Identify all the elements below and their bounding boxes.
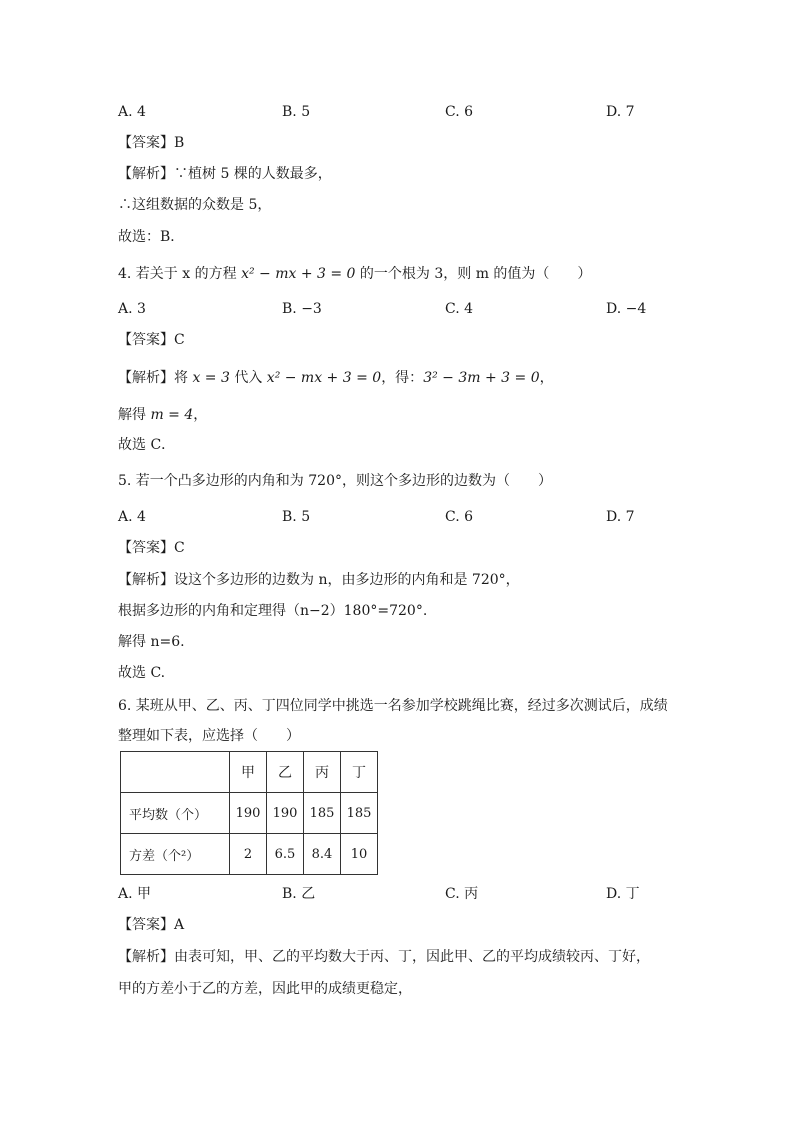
q4-analysis-eq-2: x² − mx + 3 = 0 — [266, 370, 382, 386]
table-cell: 190 — [267, 793, 304, 834]
table-cell: 185 — [341, 793, 378, 834]
q6-analysis-label: 【解析】 — [118, 949, 174, 965]
table-cell: 190 — [230, 793, 267, 834]
q4-analysis-line-2 — [118, 405, 207, 425]
q5-analysis-line-2: 根据多边形的内角和定理得（n−2）180°=720°. — [118, 603, 428, 619]
q4-analysis-line-3: 故选 C． — [118, 437, 176, 453]
q5-option-a: A. 4 — [118, 509, 146, 525]
q5-analysis-line-4: 故选 C. — [118, 665, 166, 681]
q4-analysis-line-1 — [118, 368, 554, 388]
q3-options — [0, 102, 794, 122]
q5-options — [0, 507, 794, 527]
table-row-mean — [121, 793, 378, 834]
table-cell: 6.5 — [267, 834, 304, 875]
q4-answer: 【答案】C — [118, 332, 185, 348]
q5-analysis-text-1: 设这个多边形的边数为 n，由多边形的内角和是 720°， — [174, 572, 520, 588]
q4-option-c: C. 4 — [445, 301, 474, 317]
q6-option-b: B. 乙 — [282, 886, 316, 902]
q4-analysis-pre: 将 — [174, 370, 193, 386]
q3-option-c: C. 6 — [445, 104, 474, 120]
q4-question — [118, 264, 591, 284]
q4-question-equation: x² − mx + 3 = 0 — [241, 266, 356, 282]
q5-option-b: B. 5 — [282, 509, 311, 525]
q4-analysis-post: ， — [539, 370, 554, 386]
q3-analysis-line-3: 故选：B． — [118, 229, 185, 245]
q3-analysis-text-1: ∵植树 5 棵的人数最多， — [174, 166, 332, 182]
q5-question: 5. 若一个凸多边形的内角和为 720°，则这个多边形的边数为（ ） — [118, 473, 552, 489]
table-cell: 2 — [230, 834, 267, 875]
q5-analysis-line-3: 解得 n=6. — [118, 634, 185, 650]
q4-question-post: 的一个根为 3，则 m 的值为（ ） — [355, 266, 592, 282]
q6-analysis-line-1 — [118, 947, 650, 967]
q6-option-d: D. 丁 — [606, 886, 640, 902]
q6-option-c: C. 丙 — [445, 886, 479, 902]
q4-question-pre: 4. 若关于 x 的方程 — [118, 266, 242, 282]
q5-option-c: C. 6 — [445, 509, 474, 525]
table-row-label-variance: 方差（个²） — [121, 834, 230, 875]
q3-option-a: A. 4 — [118, 104, 146, 120]
q4-option-a: A. 3 — [118, 301, 146, 317]
table-corner-cell — [121, 752, 230, 793]
q5-option-d: D. 7 — [606, 509, 635, 525]
q6-answer: 【答案】A — [118, 917, 185, 933]
q6-question-line-2: 整理如下表，应选择（ ） — [118, 728, 300, 744]
q3-option-b: B. 5 — [282, 104, 311, 120]
q6-question-line-1: 6. 某班从甲、乙、丙、丁四位同学中挑选一名参加学校跳绳比赛，经过多次测试后，成绩 — [118, 698, 668, 714]
table-header-bing: 丙 — [304, 752, 341, 793]
q5-analysis-label: 【解析】 — [118, 572, 174, 588]
q4-analysis-2-eq: m = 4 — [150, 407, 194, 423]
q6-option-a: A. 甲 — [118, 886, 152, 902]
q4-analysis-label: 【解析】 — [118, 370, 174, 386]
table-cell: 8.4 — [304, 834, 341, 875]
q4-option-d: D. −4 — [606, 301, 647, 317]
table-cell: 185 — [304, 793, 341, 834]
q4-options — [0, 299, 794, 319]
q3-analysis-line-2: ∴这组数据的众数是 5， — [118, 197, 272, 213]
q4-analysis-mid-2: ，得： — [381, 370, 424, 386]
q5-answer: 【答案】C — [118, 540, 185, 556]
q3-option-d: D. 7 — [606, 104, 635, 120]
q4-analysis-2-post: ， — [193, 407, 208, 423]
q4-analysis-2-pre: 解得 — [118, 407, 151, 423]
q6-analysis-line-2: 甲的方差小于乙的方差，因此甲的成绩更稳定， — [118, 981, 412, 997]
table-header-jia: 甲 — [230, 752, 267, 793]
q4-analysis-mid: 代入 — [229, 370, 267, 386]
q3-answer: 【答案】B — [118, 135, 185, 151]
table-row-variance — [121, 834, 378, 875]
q4-analysis-eq-1: x = 3 — [192, 370, 230, 386]
q6-score-table — [120, 751, 378, 875]
q6-options — [0, 884, 794, 904]
q3-analysis-label: 【解析】 — [118, 166, 174, 182]
q4-option-b: B. −3 — [282, 301, 322, 317]
q6-analysis-text-1: 由表可知，甲、乙的平均数大于丙、丁，因此甲、乙的平均成绩较丙、丁好， — [174, 949, 650, 965]
table-header-yi: 乙 — [267, 752, 304, 793]
table-header-ding: 丁 — [341, 752, 378, 793]
table-cell: 10 — [341, 834, 378, 875]
q4-analysis-eq-3: 3² − 3m + 3 = 0 — [423, 370, 540, 386]
table-row-label-mean: 平均数（个） — [121, 793, 230, 834]
table-row-header — [121, 752, 378, 793]
q3-analysis-line-1 — [118, 164, 332, 184]
q5-analysis-line-1 — [118, 570, 520, 590]
